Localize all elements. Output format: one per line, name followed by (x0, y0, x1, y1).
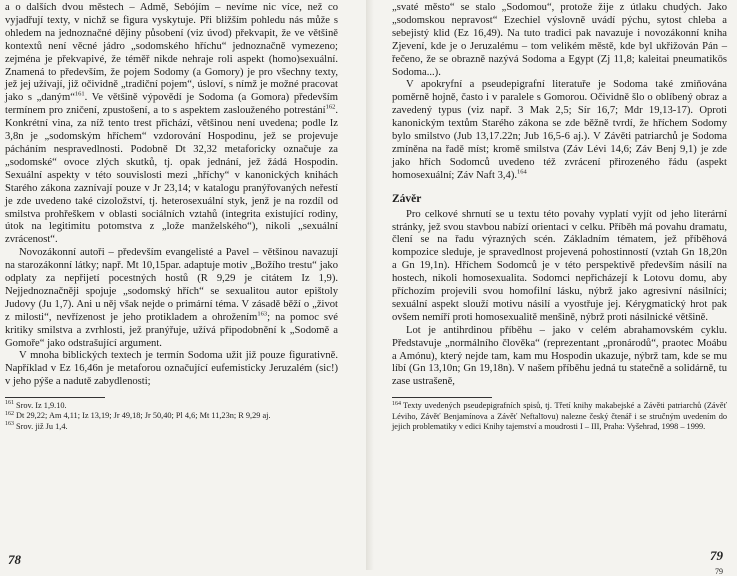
left-paragraph-3: V mnoha biblických textech je termín Sodoma užit již pouze figurativně. Například v Ez 16,46n je metaforou označující eufemisticky Jeruzalém (sic!) v jeho pýše a nadutě zabydlenosti; (5, 350, 338, 388)
footnote-163: $^{163}$ Srov. již Ju 1,4. (5, 421, 68, 431)
right-paragraph-2: V apokryfní a pseudepigrafní literatuře je Sodoma také zmiňována poměrně hojně, často i v paralele s Gomorou. Očividně šlo o oblíbený obraz a zavedený typus (viz např. 3 Mak 2,5; Sír 16,7; Mdr 19,13-17). Oproti kanonickým textům Starého zákona se zde běžně tvrdí, že hříchem Sodomy bylo smilstvo (Jub 13,17.22n; Jub 16,5-6 aj.). V Závěti patriarchů je Sodoma zmíněna na řadě míst; kromě smilstva (Záv Lévi 14,6; Záv Benj 9,1) je zde jako hřích Sodomců uvedeno též zvrácení přirozeného řádu (aspekt homosexuální; Záv Naft 3,4).$^{164}$ (392, 79, 727, 181)
right-page (374, 0, 737, 576)
left-page-number: 78 (8, 552, 21, 567)
left-body-text (5, 2, 338, 389)
right-footnotes (392, 401, 727, 432)
footnote-ref-164: 164 (517, 168, 527, 176)
footnote-164: $^{164}$ Texty uvedených pseudepigrafních spisů, tj. Třetí knihy makabejské a Závěti patriarchů (Závěť Léviho, Závěť Benjamínova a Závěť Neftalīovu) nalezne český čtenář i se stručným uvedením do jejich problematiky v edici Knihy tajemství a moudrosti I – III, Praha: Vyšehrad, 1998 – 1999. (392, 400, 727, 431)
conclusion-paragraph-2: Lot je antihrdinou příběhu – jako v celém abrahamovském cyklu. Představuje „normálního člověka“ (reprezentant „pronárodů“, praotec Moábu a Amónu), který nejde tam, kam mu Hospodin ukazuje, nýbrž tam, kde se mu líbí (Gn 13,10n; Gn 19,18n). V našem příběhu jedná tu statečně a solidárně, tu zase ustrašeně, (392, 324, 727, 388)
left-paragraph-2: Novozákonní autoři – především evangelisté a Pavel – většinou navazují na starozákonní látky; např. Mt 10,15par. adaptuje motiv „Božího trestu“ jako odplaty za nepřijetí pocestných hostů (R 9,29 je citátem Iz 1,9). Nejjednoznačněji spojuje „sodomský hřích“ se sexualitou autor epištoly Judovy (Ju 1,7). Ani u něj však nejde o primární téma. V zásadě běží o „život z milosti“, nevřízenost je jeho protikladem a ohrožením$^{163}$; na pomoc své kritiky smilstva a zvrhlosti, jež pranýřuje, užívá připodobnění k „Sodomě a Gomoře“ jako odstrašující argument. (5, 247, 339, 349)
footnote-ref-163: 163 (257, 310, 268, 318)
footnote-161: $^{161}$ Srov. Iz 1,9.10. (5, 400, 67, 411)
footnote-divider (392, 397, 492, 398)
footnote-162: $^{162}$ Dt 29,22; Am 4,11; Iz 13,19; Jr 49,18; Jr 50,40; Pl 4,6; Mt 11,23n; R 9,29 aj. (5, 410, 271, 421)
next-page-number-partial: 79 (715, 567, 723, 576)
right-page-number: 79 (710, 548, 723, 563)
conclusion-paragraph-1: Pro celkové shrnutí se u textu této povahy vyplatí vyjít od jeho literární stránky, jež svou stavbou nabízí orientaci v celku. Příběh má povahu dramatu, člení se na řadu výrazných scén. Základním tématem, jež příběhová kompozice sleduje, je spravedlnost projevená pohostinností (vztah Gn 18,20n a Gn 19,1n). Hříchem Sodomců je v této perspektivě především násilí na hostech, nikoli homosexualita. Sodomci nepřicházejí k Lotovu domu, aby příchozím projevili svou homofilní lásku, nýbrž jako agresivní násilníci; sexuální aspekt slouží motivu násilí a vyostřuje jej. Kérygmatický hrot pak ovšem nemíří proti homosexualitě menšině, nýbrž proti násilnické většině. (392, 208, 727, 323)
footnote-divider (5, 397, 105, 398)
section-heading-conclusion: Závěr (392, 192, 422, 205)
left-footnotes (5, 401, 338, 432)
left-page (0, 0, 368, 570)
footnote-ref-162: 162 (325, 103, 336, 111)
right-paragraph-1: „svaté město“ se stalo „Sodomou“, protože žije z útlaku chudých. Jako „sodomskou nepravost“ Ezechiel výslovně uvádí pýchu, sytost chleba a sebejistý klid (Ez 16,49). Na tuto tradici pak navazuje i novozákonní kniha Zjevení, kde je o Jeruzalému – tom velikém městě, kde byl ukřižován Pán – řečeno, že se obrazně nazývá Sodoma a Egypt (Zj 11,8; kaleitai pneumatikōs Sodoma...). (392, 2, 727, 78)
footnote-ref-161: 161 (74, 90, 85, 98)
left-paragraph-1: a o dalších dvou městech – Admě, Sebójím – nevíme nic více, než co vyjadřují texty, v nichž se figura vyskytuje. Při bližším pohledu nás může s ohledem na jednoznačné dějiny působení (viz úvod) překvapit, že ve většině kontextů není věcné jádro „sodomského hříchu“ jednoznačně vymezeno; zejména je překvapivé, že téměř nikde nehraje roli aspekt (homo)sexuální. Znamená to především, že pojem Sodomy (a Gomory) je pro všechny texty, jež jej užívají, již očividně „tradiční pojem“, úsloví, s nímž je možné pracovat jako s „daným“$^{161}$. Ve většině výpovědí je Sodoma (a Gomora) především termínem pro zničení, zpustošení, a to s aspektem zaslouženého potrestání$^{162}$. Konkrétní vina, za níž tento trest přichází, většinou není uvedena; podle Iz 3,8n je „sodomským hříchem“ vzdorování Hospodinu, jež se projevuje pácháním nespravedlnosti. Podobně Dt 32,32 metaforicky označuje za „sodomské“ ovoce zlých skutků, tj. opak jednání, jež žádá Hospodin. Sexuální aspekty v této souvislosti mezi „hříchy“ v kanonických knihách Starého zákona zaznívají pouze v Jr 23,14; v katalogu pranýřovaných neřestí je zde uvedeno také cizoložství, tj. heterosexuální styk, jenž je na rozdíl od smilstva prohřeškem v oblasti sociálních vztahů (integrita existující rodiny, útok na legitimitu potomstva z „lože manželského“), nikoli „sexuální zvrácenost“. (5, 2, 338, 246)
right-body-text (392, 2, 727, 389)
